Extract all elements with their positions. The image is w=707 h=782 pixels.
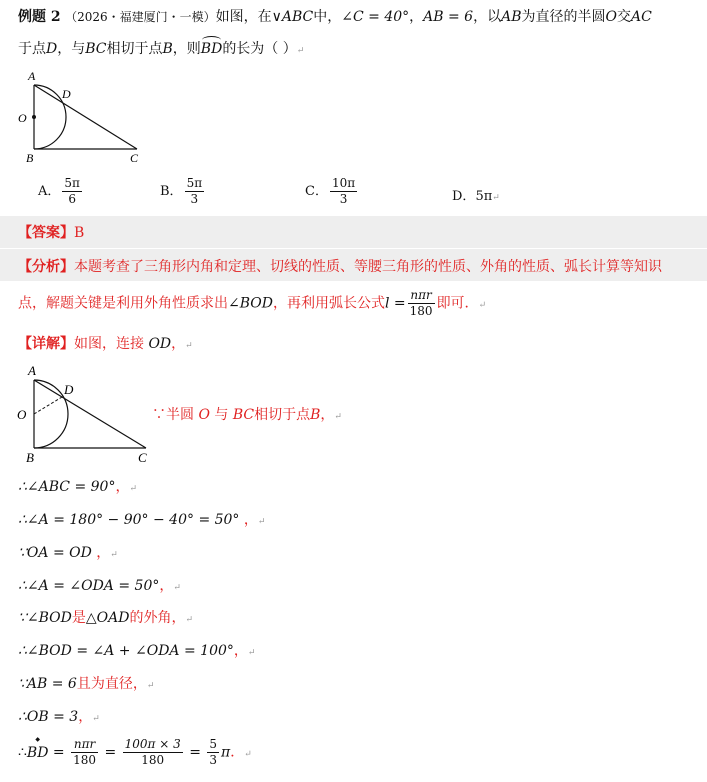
segment-bc: BC [85, 41, 107, 57]
condition-length: AB = 6 [423, 9, 474, 25]
numerator: 5π [64, 176, 80, 190]
step-text: 是 [71, 610, 86, 626]
analysis-line-2 [18, 288, 486, 319]
analysis-tag: 【分析】 [18, 259, 74, 275]
step-7 [18, 673, 154, 693]
step-tail: ， [159, 578, 174, 594]
problem-line-1 [18, 6, 652, 26]
answer-band [0, 216, 707, 248]
step-tail: ， [243, 512, 258, 528]
label-c: C [130, 151, 139, 165]
denominator: 6 [68, 192, 76, 206]
segment-od-dashed [34, 397, 62, 414]
step-text: 且为直径， [76, 676, 147, 692]
fraction-formula [71, 737, 98, 768]
problem-text: 为直径的半圆 [521, 9, 606, 25]
step-6 [18, 640, 255, 660]
step-5 [18, 607, 193, 627]
step-math: ∵OA = OD [18, 545, 92, 561]
step-math: ∴∠A = ∠ODA = 50° [18, 578, 160, 594]
geometry-figure-1 [14, 68, 164, 168]
step-9 [18, 737, 252, 768]
option-fraction [185, 176, 205, 207]
denominator: 180 [409, 304, 433, 318]
problem-text: 相切于点 [106, 41, 163, 57]
problem-text: ，与 [57, 41, 86, 57]
option-letter: B． [160, 184, 183, 199]
point-b: B [310, 407, 321, 423]
detail-line [18, 333, 193, 353]
source-text: （2026・福建厦门・一模） [65, 10, 216, 24]
label-d: D [64, 382, 74, 397]
step-math: △OAD [85, 610, 130, 626]
option-b [160, 176, 206, 207]
segment-ac-line [34, 85, 137, 149]
detail-text: ∵半圆 [152, 407, 194, 423]
condition-angle: ∠C = 40° [341, 9, 410, 25]
denominator: 180 [141, 753, 165, 767]
step-text: 的外角， [129, 610, 186, 626]
problem-text: ， [409, 9, 424, 25]
step-math: ∴OB = 3 [18, 709, 79, 725]
detail-text: ， [171, 336, 186, 352]
step-math: ∵AB = 6 [18, 676, 77, 692]
analysis-line-1 [18, 256, 662, 276]
detail-side-text [152, 404, 342, 424]
numerator: nπr [71, 737, 98, 753]
problem-line-2 [18, 38, 304, 58]
step-2 [18, 509, 265, 529]
label-b: B [26, 151, 34, 165]
paragraph-mark: ↵ [185, 615, 194, 625]
arc-bd: BD [200, 41, 223, 57]
angle-bod: ∠BOD [228, 295, 273, 312]
analysis-text: 点，解题关键是利用外角性质求出 [18, 295, 228, 312]
denominator: 3 [339, 192, 348, 206]
analysis-text: 本题考查了三角形内角和定理、切线的性质、等腰三角形的性质、外角的性质、弧长计算等知识 [74, 259, 662, 275]
numerator: 5π [186, 176, 203, 190]
equals-sign: = [189, 744, 201, 761]
label-b: B [26, 450, 34, 465]
paragraph-mark: ↵ [110, 550, 118, 560]
analysis-text: 即可． [436, 295, 479, 312]
analysis-text: ，再利用弧长公式 [272, 295, 385, 312]
step-math: ∵∠BOD [18, 610, 72, 626]
label-o: O [18, 111, 27, 125]
label-o: O [17, 407, 27, 422]
option-fraction [62, 176, 82, 207]
option-value: 5π [475, 189, 493, 204]
answer-value: B [74, 225, 85, 241]
answer-tag: 【答案】 [18, 225, 74, 241]
paragraph-mark: ↵ [334, 412, 342, 422]
option-a [38, 176, 84, 207]
step-tail: ， [78, 709, 93, 725]
example-label: 例题 2 [18, 9, 61, 25]
detail-text: 如图，连接 [74, 336, 144, 352]
point-b: B [162, 41, 173, 57]
center-dot [32, 115, 36, 119]
point-o: O [198, 407, 210, 423]
problem-text: 的长为（ ） [222, 41, 297, 57]
step-math: ∴∠ABC = 90° [18, 479, 116, 495]
paragraph-mark: ↵ [244, 749, 252, 760]
label-d: D [62, 87, 71, 101]
label-a: A [28, 363, 36, 378]
step-math: ∴∠A = 180° − 90° − 40° = 50° [18, 512, 240, 528]
answer-line [18, 222, 84, 242]
point-d: D [46, 41, 58, 57]
step-1 [18, 476, 137, 496]
problem-text: ，则 [172, 41, 201, 57]
numerator: 100π × 3 [124, 737, 181, 751]
label-a: A [28, 69, 36, 83]
triangle-symbol: ∨ABC [271, 9, 314, 25]
option-fraction [330, 176, 357, 207]
arc-length-formula [408, 288, 435, 319]
option-letter: C． [305, 184, 328, 199]
paragraph-mark: ↵ [492, 193, 500, 203]
detail-tag: 【详解】 [18, 336, 74, 352]
point-o: O [605, 9, 617, 25]
detail-text: 相切于点 [254, 407, 311, 423]
paragraph-mark: ↵ [173, 583, 181, 593]
label-c: C [138, 450, 147, 465]
step-tail: ． [230, 744, 245, 761]
pi-symbol: π [221, 744, 231, 761]
step-tail: ， [96, 545, 111, 561]
paragraph-mark: ↵ [146, 681, 155, 691]
geometry-figure-2 [14, 362, 164, 466]
option-c [305, 176, 359, 207]
paragraph-mark: ↵ [296, 46, 305, 56]
step-3 [18, 542, 118, 562]
equals-sign: = [104, 744, 117, 761]
detail-text: ， [320, 407, 335, 423]
paragraph-mark: ↵ [185, 341, 193, 351]
step-8 [18, 706, 100, 726]
step-tail: ， [233, 643, 248, 659]
option-letter: D． [452, 189, 476, 204]
detail-text: 与 [214, 407, 229, 423]
step-math: ∴∠BOD = ∠A + ∠ODA = 100° [18, 643, 234, 659]
segment-bc: BC [232, 407, 255, 423]
segment-ab: AB [501, 9, 522, 25]
formula-lhs: l = [384, 295, 406, 312]
paragraph-mark: ↵ [92, 714, 100, 724]
problem-text: 中， [313, 9, 342, 25]
step-math: ∴ [18, 744, 27, 761]
option-d [452, 185, 500, 204]
problem-text: 于点 [18, 41, 46, 57]
step-tail: ， [115, 479, 130, 495]
segment-od: OD [148, 336, 172, 352]
paragraph-mark: ↵ [257, 517, 266, 527]
paragraph-mark: ↵ [129, 484, 137, 494]
paragraph-mark: ↵ [247, 648, 256, 658]
denominator: 3 [209, 753, 218, 767]
paragraph-mark: ↵ [478, 300, 487, 311]
denominator: 3 [190, 192, 199, 206]
problem-text: 交 [616, 9, 631, 25]
denominator: 180 [73, 753, 96, 767]
option-letter: A． [38, 184, 61, 199]
fraction-substituted [123, 737, 183, 768]
arc-bd: ◆ BD [27, 745, 49, 761]
numerator: nπr [408, 288, 435, 304]
problem-text: 如图，在 [215, 9, 272, 25]
fraction-result [207, 737, 219, 768]
problem-text: ，以 [473, 9, 502, 25]
equals-sign: = [52, 744, 65, 761]
numerator: 10π [331, 176, 356, 190]
step-4 [18, 575, 181, 595]
segment-ac-line [34, 380, 146, 448]
segment-ac: AC [630, 9, 652, 25]
numerator: 5 [209, 737, 218, 751]
